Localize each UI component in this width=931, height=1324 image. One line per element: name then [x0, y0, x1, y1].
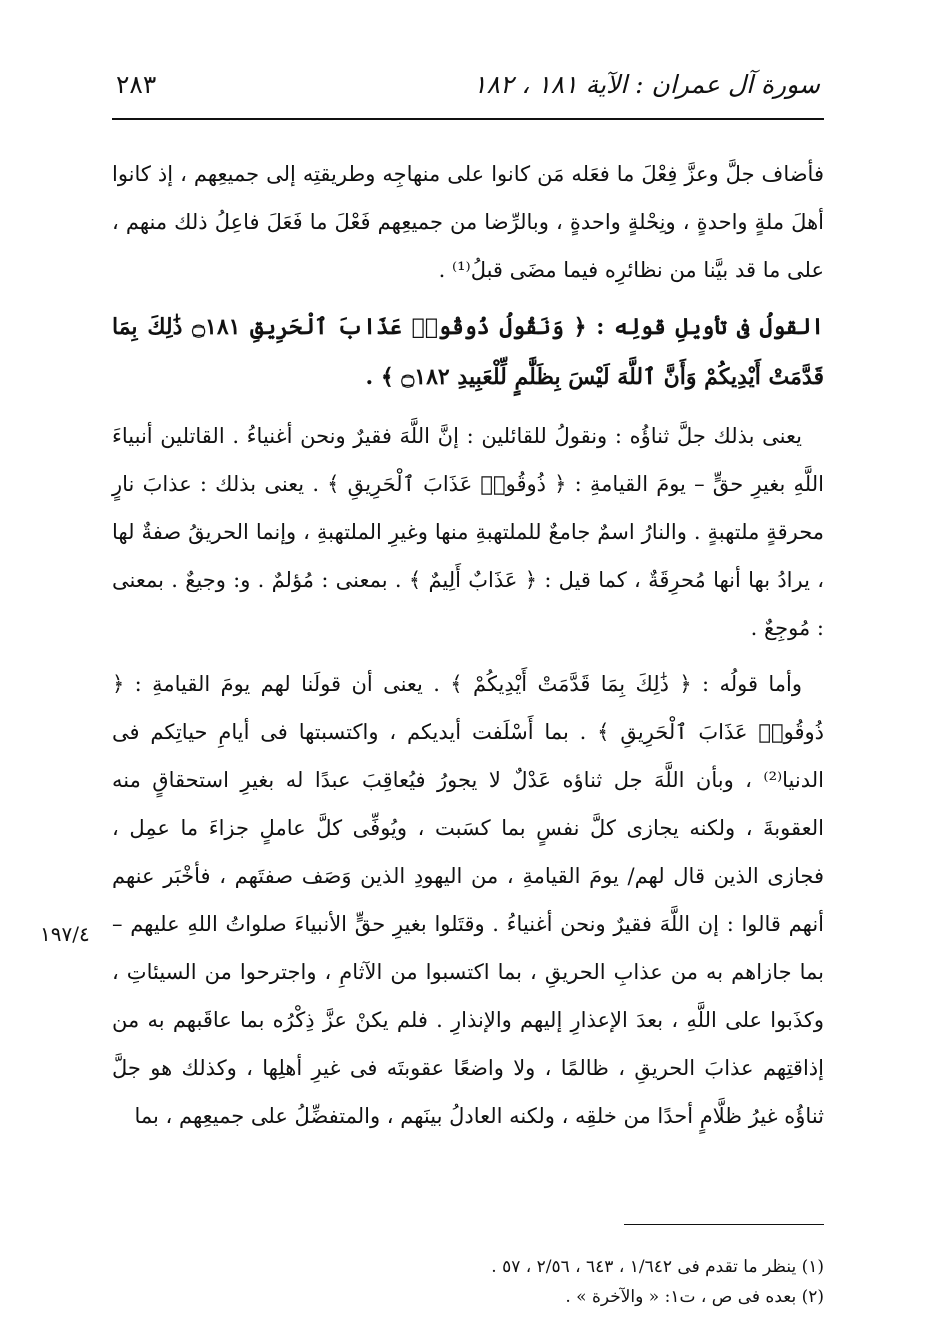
- footnote-1: (١) ينظر ما تقدم فى ١/٦٤٢ ، ٦٤٣ ، ٢/٥٦ ، ٥٧ .: [491, 1257, 824, 1277]
- page-header: [112, 64, 824, 120]
- running-title: سورة آل عمران : الآية ١٨١ ، ١٨٢: [473, 70, 820, 99]
- main-text: [112, 150, 824, 1148]
- page-number: ٢٨٣: [116, 70, 157, 99]
- paragraph-1: فأضاف جلَّ وعزَّ فِعْلَ ما فعَله مَن كانوا على منهاجِه وطريقتِه إلى جميعِهم ، إذ كانوا أهلَ ملةٍ واحدةٍ ، ونِحْلةٍ واحدةٍ ، وبالرِّضا من جميعِهم فَعْلَ ما فَعَلَ فاعِلُ ذلك منهم ، على ما قد بيَّنا من نظائرِه فيما مضَى قبلُ⁽¹⁾ .: [112, 162, 824, 282]
- verse-heading-intro: القولُ فى تأويلِ قولِه :: [586, 314, 825, 340]
- footnote-2: (٢) بعده فى ص ، ت١: « والآخرة » .: [565, 1287, 824, 1307]
- verse-heading: [112, 302, 824, 402]
- header-rule: [112, 118, 824, 120]
- footnote-rule: [624, 1224, 824, 1225]
- quran-verse: ﴿ وَنَقُولُ ذُوقُوا۟ عَذَابَ ٱلْحَرِيقِ ۝١٨١ ذَٰلِكَ بِمَا قَدَّمَتْ أَيْدِيكُمْ وَأَنَّ ٱللَّهَ لَيْسَ بِظَلَّٰمٍ لِّلْعَبِيدِ ۝١٨٢ ﴾ .: [112, 314, 824, 390]
- marginal-reference: ١٩٧/٤: [40, 922, 90, 946]
- paragraph-3: وأما قولُه : ﴿ ذَٰلِكَ بِمَا قَدَّمَتْ أَيْدِيكُمْ ﴾ . يعنى أن قولَنا لهم يومَ القيامةِ : ﴿ ذُوقُوا۟ عَذَابَ ٱلْحَرِيقِ ﴾ . بما أَسْلَفت أيديكم ، واكتسبتها فى أيامِ حياتِكم فى الدنيا⁽²⁾ ، وبأن اللَّهَ جل ثناؤه عَدْلٌ لا يجورُ فيُعاقِبَ عبدًا له بغيرِ استحقاقٍ منه العقوبةَ ، ولكنه يجازى كلَّ نفسٍ بما كسَبت ، ويُوفِّى كلَّ عاملٍ جزاءَ ما عمِل ، فجازى الذين قال لهم/ يومَ القيامةِ ، من اليهودِ الذين وَصَف صفتَهم ، فأخْبَر عنهم أنهم قالوا : إن اللَّهَ فقيرٌ ونحن أغنياءُ . وقتَلوا بغيرِ حقٍّ الأنبياءَ صلواتُ اللهِ عليهم – بما جازاهم به من عذابِ الحريقِ ، بما اكتسبوا من الآثامِ ، واجترحوا من السيئاتِ ، وكذَبوا على اللَّهِ ، بعدَ الإعذارِ إليهم والإنذارِ . فلم يكنْ عزَّ ذِكْرُه بما عاقَبهم به من إذاقتِهم عذابَ الحريقِ ، ظالمًا ، ولا واضعًا عقوبتَه فى غيرِ أهلِها ، وكذلك هو جلَّ ثناؤُه غيرُ ظلَّامٍ أحدًا من خلقِه ، ولكنه العادلُ بينَهم ، والمتفضِّلُ على جميعِهم ، بما: [112, 672, 824, 1128]
- footnotes: [300, 1252, 824, 1312]
- paragraph-2: يعنى بذلك جلَّ ثناؤُه : ونقولُ للقائلين : إنَّ اللَّهَ فقيرٌ ونحن أغنياءُ . القاتلين أنبياءَ اللَّهِ بغيرِ حقٍّ – يومَ القيامةِ : ﴿ ذُوقُوا۟ عَذَابَ ٱلْحَرِيقِ ﴾ . يعنى بذلك : عذابَ نارٍ محرقةٍ ملتهبةٍ . والنارُ اسمٌ جامعٌ للملتهبةِ منها وغيرِ الملتهبةِ ، وإنما الحريقُ صفةٌ لها ، يرادُ بها أنها مُحرِقَةٌ ، كما قيل : ﴿ عَذَابٌ أَلِيمٌ ﴾ . بمعنى : مُؤلمٌ . و: وجيعٌ . بمعنى : مُوجِعٌ .: [112, 424, 824, 640]
